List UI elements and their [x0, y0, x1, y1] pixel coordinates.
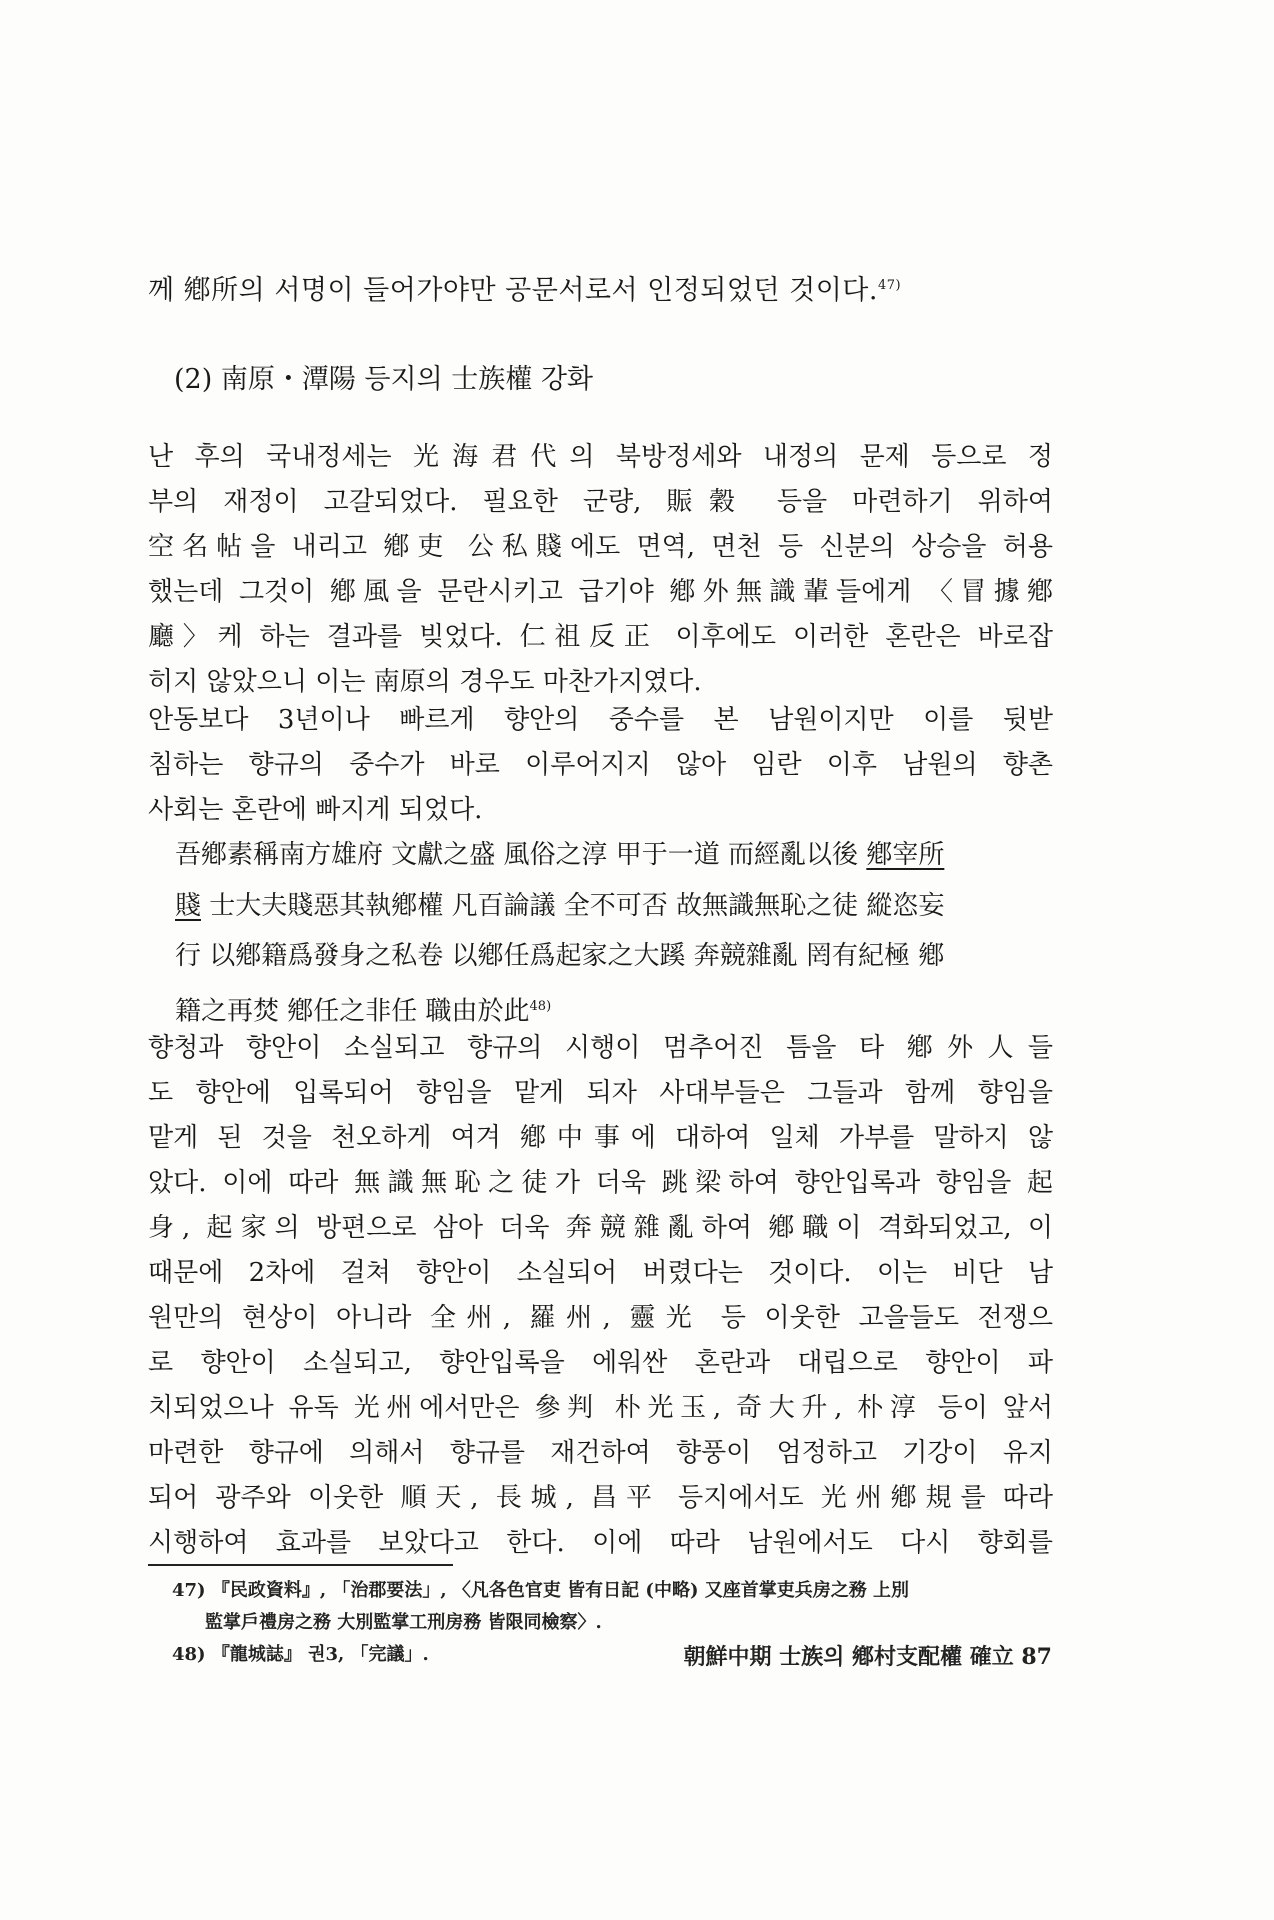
- paragraph-line: 空名帖을 내리고 鄕吏 公私賤에도 면역, 면천 등 신분의 상승을 허용: [148, 532, 1053, 562]
- quote-text: 籍之再焚 鄕任之非任 職由於此: [175, 996, 530, 1027]
- underlined-phrase: 賤: [175, 890, 202, 921]
- paragraph-line: 원만의 현상이 아니라 全州, 羅州, 靈光 등 이웃한 고을들도 전쟁으: [148, 1303, 1053, 1333]
- paragraph-line: 사회는 혼란에 빠지게 되었다.: [148, 795, 483, 825]
- paragraph-line: 침하는 향규의 중수가 바로 이루어지지 않아 임란 이후 남원의 향촌: [148, 750, 1053, 780]
- paragraph-1: [148, 435, 1053, 705]
- paragraph-line: 로 향안이 소실되고, 향안입록을 에워싼 혼란과 대립으로 향안이 파: [148, 1348, 1053, 1378]
- paragraph-line: 身, 起家의 방편으로 삼아 더욱 奔競雜亂하여 鄕職이 격화되었고, 이: [148, 1213, 1053, 1243]
- footnote-ref-48: 48): [529, 998, 552, 1014]
- paragraph-line: 되어 광주와 이웃한 順天, 長城, 昌平 등지에서도 光州鄕規를 따라: [148, 1483, 1053, 1513]
- paragraph-line: 향청과 향안이 소실되고 향규의 시행이 멈추어진 틈을 타 鄕外人들: [148, 1033, 1053, 1063]
- paragraph-line: 부의 재정이 고갈되었다. 필요한 군량, 賑穀 등을 마련하기 위하여: [148, 487, 1053, 517]
- continuation-line: [148, 268, 1053, 307]
- classical-quotation: [175, 830, 1053, 1037]
- paragraph-line: 廳〉케 하는 결과를 빚었다. 仁祖反正 이후에도 이러한 혼란은 바로잡: [148, 622, 1053, 652]
- quote-line: [175, 830, 1053, 881]
- running-footer: 朝鮮中期 士族의 鄕村支配權 確立 87: [683, 1644, 1052, 1670]
- paragraph-line: 안동보다 3년이나 빠르게 향안의 중수를 본 남원이지만 이를 뒷받: [148, 705, 1053, 735]
- paragraph-line: 히지 않았으니 이는 南原의 경우도 마찬가지였다.: [148, 667, 702, 697]
- paragraph-line: 마련한 향규에 의해서 향규를 재건하여 향풍이 엄정하고 기강이 유지: [148, 1438, 1053, 1468]
- paragraph-3: [148, 1026, 1053, 1566]
- footnote-divider: [148, 1564, 453, 1566]
- paragraph-line: 맡게 된 것을 천오하게 여겨 鄕中事에 대하여 일체 가부를 말하지 않: [148, 1123, 1053, 1153]
- quote-text: 吾鄕素稱南方雄府 文獻之盛 風俗之淳 甲于一道 而經亂以後: [175, 840, 867, 870]
- footnote-47: 47) 『民政資料』, 「治郡要法」, 〈凡各色官吏 皆有日記 (中略) 又座首掌吏兵房之務 上別: [172, 1580, 909, 1601]
- paragraph-line: 도 향안에 입록되어 향임을 맡게 되자 사대부들은 그들과 함께 향임을: [148, 1078, 1053, 1108]
- paragraph-line: 때문에 2차에 걸쳐 향안이 소실되어 버렸다는 것이다. 이는 비단 남: [148, 1258, 1053, 1288]
- section-heading: (2) 南原・潭陽 등지의 士族權 강화: [174, 364, 593, 395]
- quote-line: 行 以鄕籍爲發身之私卷 以鄕任爲起家之大蹊 奔競雜亂 罔有紀極 鄕: [175, 941, 945, 971]
- quote-line: [175, 881, 1053, 932]
- underlined-phrase: 鄕宰所: [866, 840, 945, 870]
- continuation-text: 께 鄕所의 서명이 들어가야만 공문서로서 인정되었던 것이다.: [148, 275, 878, 306]
- paragraph-line: 난 후의 국내정세는 光海君代의 북방정세와 내정의 문제 등으로 정: [148, 442, 1053, 472]
- paragraph-line: 시행하여 효과를 보았다고 한다. 이에 따라 남원에서도 다시 향회를: [148, 1528, 1053, 1558]
- paragraph-2: [148, 698, 1053, 833]
- paragraph-line: 치되었으나 유독 光州에서만은 參判 朴光玉, 奇大升, 朴淳 등이 앞서: [148, 1393, 1053, 1423]
- paragraph-line: 았다. 이에 따라 無識無恥之徒가 더욱 跳梁하여 향안입록과 향임을 起: [148, 1168, 1053, 1198]
- paragraph-line: 했는데 그것이 鄕風을 문란시키고 급기야 鄕外無識輩들에게 〈冒據鄕: [148, 577, 1053, 607]
- quote-text: 士大夫賤惡其執鄕權 凡百論議 全不可否 故無識無恥之徒 縱恣妄: [201, 890, 945, 921]
- footnote-48: 48) 『龍城誌』 권3, 「完議」.: [172, 1644, 429, 1665]
- footnote-ref-47: 47): [877, 278, 902, 293]
- footnote-47-continued: 監掌戶禮房之務 大別監掌工刑房務 皆限同檢察〉.: [205, 1612, 602, 1633]
